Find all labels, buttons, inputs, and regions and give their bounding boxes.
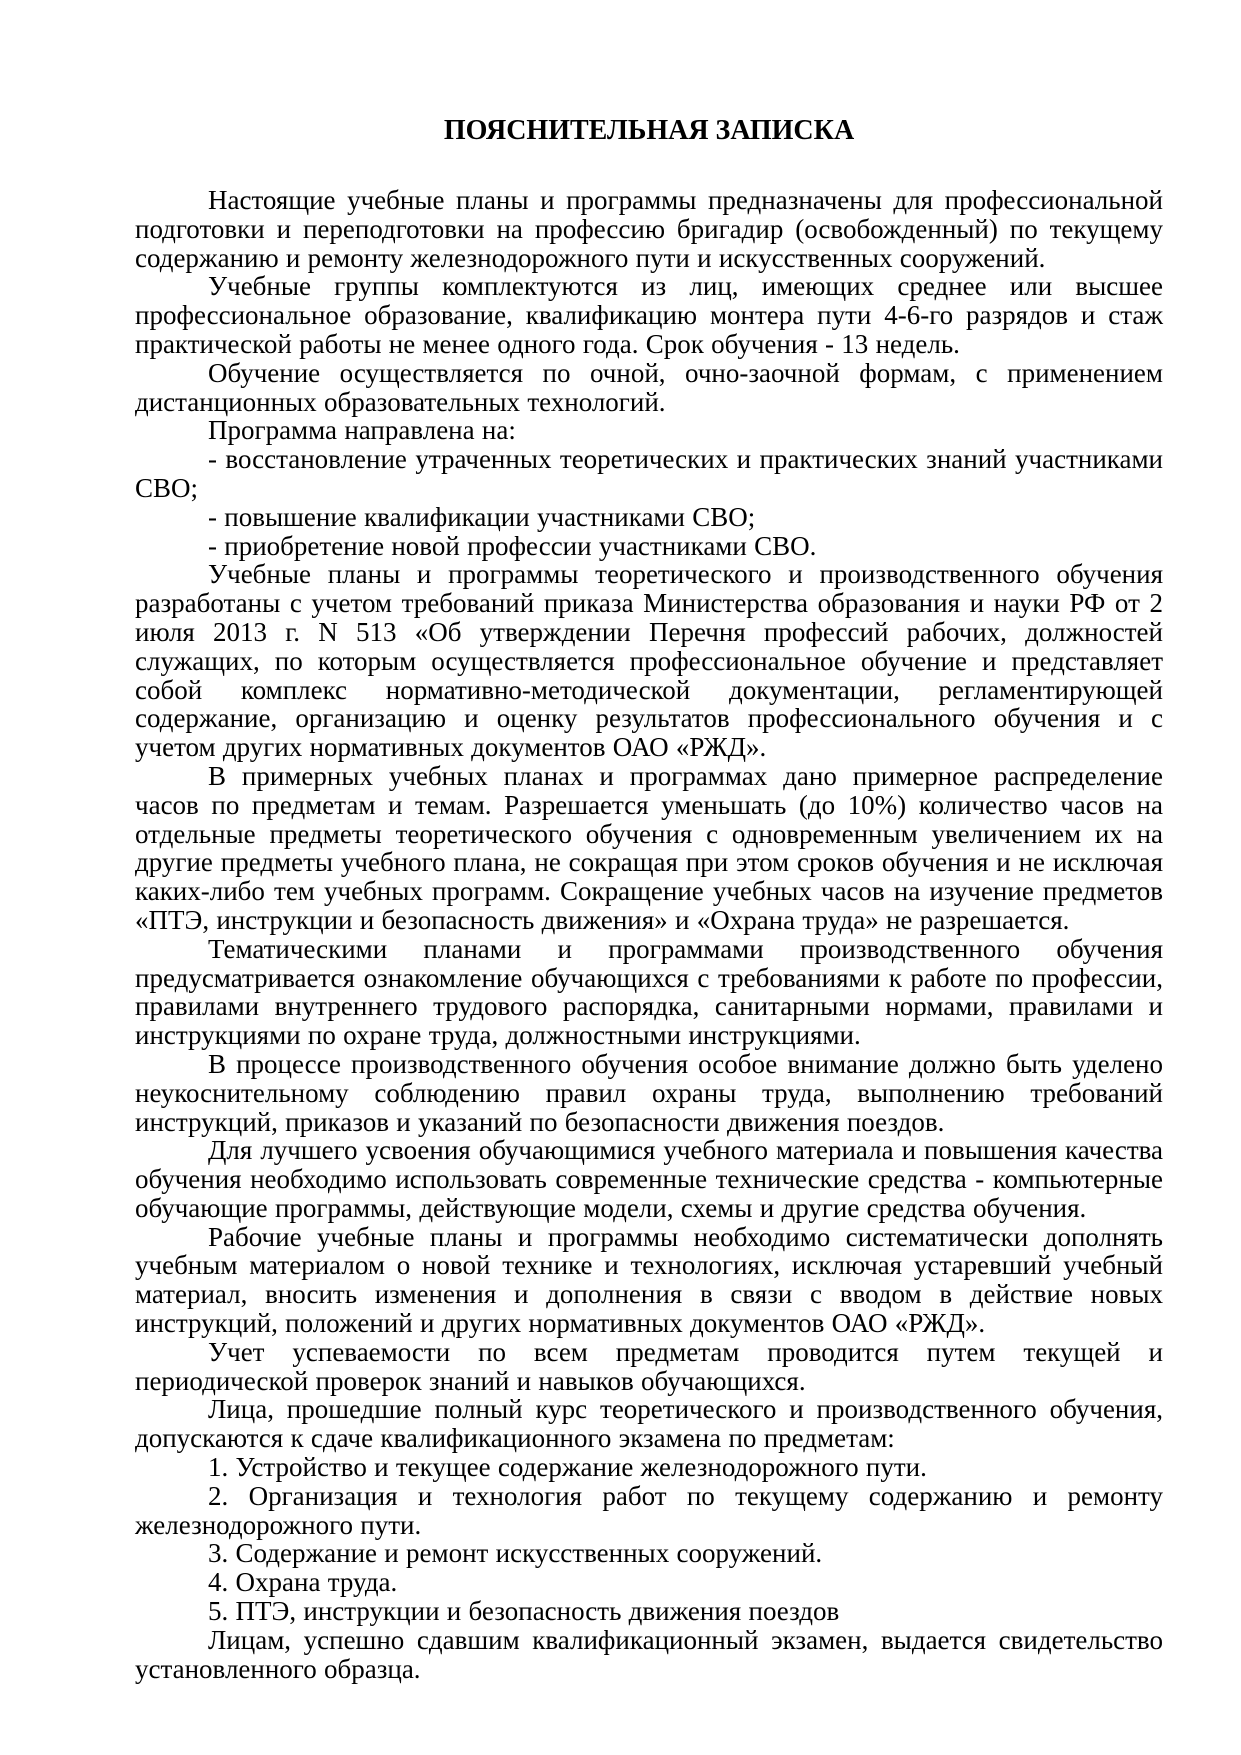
list-item-numbered: 1. Устройство и текущее содержание железнодорожного пути. xyxy=(208,1452,927,1483)
list-item-numbered: 3. Содержание и ремонт искусственных сооружений. xyxy=(208,1538,823,1569)
paragraph: Лицам, успешно сдавшим квалификационный экзамен, выдается свидетельство установленного образца. xyxy=(135,1624,1163,1684)
paragraph: Учебные планы и программы теоретического и производственного обучения разработаны с учетом требований приказа Министерства образования и науки РФ от 2 июля 2013 г. N 513 «Об утверждении Перечня профессий рабочих, должностей служащих, по которым осуществляется профессиональное обучение и представляет собой комплекс нормативно-методической документации, регламентирующей содержание, организацию и оценку результатов профессионального обучения и с учетом других нормативных документов ОАО «РЖД». xyxy=(135,559,1163,763)
list-item-dash: - восстановление утраченных теоретических и практических знаний участниками СВО; xyxy=(135,444,1163,503)
document-body xyxy=(135,186,1163,1683)
list-item-numbered: 5. ПТЭ, инструкции и безопасность движения поездов xyxy=(208,1596,840,1627)
list-item-dash: - приобретение новой профессии участниками СВО. xyxy=(208,530,817,561)
paragraph: Обучение осуществляется по очной, очно-заочной формам, с применением дистанционных образовательных технологий. xyxy=(135,357,1163,417)
list-item-numbered: 2. Организация и технология работ по текущему содержанию и ремонту железнодорожного пути. xyxy=(135,1480,1163,1540)
list-item-numbered: 4. Охрана труда. xyxy=(208,1567,398,1598)
paragraph: В процессе производственного обучения особое внимание должно быть уделено неукоснительному соблюдению правил охраны труда, выполнению требований инструкций, приказов и указаний по безопасности движения поездов. xyxy=(135,1048,1163,1137)
paragraph: Для лучшего усвоения обучающимися учебного материала и повышения качества обучения необходимо использовать современные технические средства - компьютерные обучающие программы, действующие модели, схемы и другие средства обучения. xyxy=(135,1135,1163,1223)
document-title: ПОЯСНИТЕЛЬНАЯ ЗАПИСКА xyxy=(443,115,855,146)
list-item-dash: - повышение квалификации участниками СВО; xyxy=(208,501,756,532)
paragraph: В примерных учебных планах и программах дано примерное распределение часов по предметам и темам. Разрешается уменьшать (до 10%) количество часов на отдельные предметы теоретического обучения с одновременным увеличением их на другие предметы учебного плана, не сокращая при этом сроков обучения и не исключая каких-либо тем учебных программ. Сокращение учебных часов на изучение предметов «ПТЭ, инструкции и безопасность движения» и «Охрана труда» не разрешается. xyxy=(135,760,1163,935)
paragraph: Настоящие учебные планы и программы предназначены для профессиональной подготовки и переподготовки на профессию бригадир (освобожденный) по текущему содержанию и ремонту железнодорожного пути и искусственных сооружений. xyxy=(135,185,1163,273)
paragraph: Лица, прошедшие полный курс теоретического и производственного обучения, допускаются к сдаче квалификационного экзамена по предметам: xyxy=(135,1394,1163,1454)
paragraph: Программа направлена на: xyxy=(208,415,516,446)
paragraph: Рабочие учебные планы и программы необходимо систематически дополнять учебным материалом о новой технике и технологиях, исключая устаревший учебный материал, вносить изменения и дополнения в связи с вводом в действие новых инструкций, положений и других нормативных документов ОАО «РЖД». xyxy=(135,1221,1163,1339)
paragraph: Учебные группы комплектуются из лиц, имеющих среднее или высшее профессиональное образование, квалификацию монтера пути 4-6-го разрядов и стаж практической работы не менее одного года. Срок обучения - 13 недель. xyxy=(135,271,1163,359)
paragraph: Учет успеваемости по всем предметам проводится путем текущей и периодической проверок знаний и навыков обучающихся. xyxy=(135,1336,1163,1396)
paragraph: Тематическими планами и программами производственного обучения предусматривается ознакомление обучающихся с требованиями к работе по профессии, правилами внутреннего трудового распорядка, санитарными нормами, правилами и инструкциями по охране труда, должностными инструкциями. xyxy=(135,933,1163,1051)
